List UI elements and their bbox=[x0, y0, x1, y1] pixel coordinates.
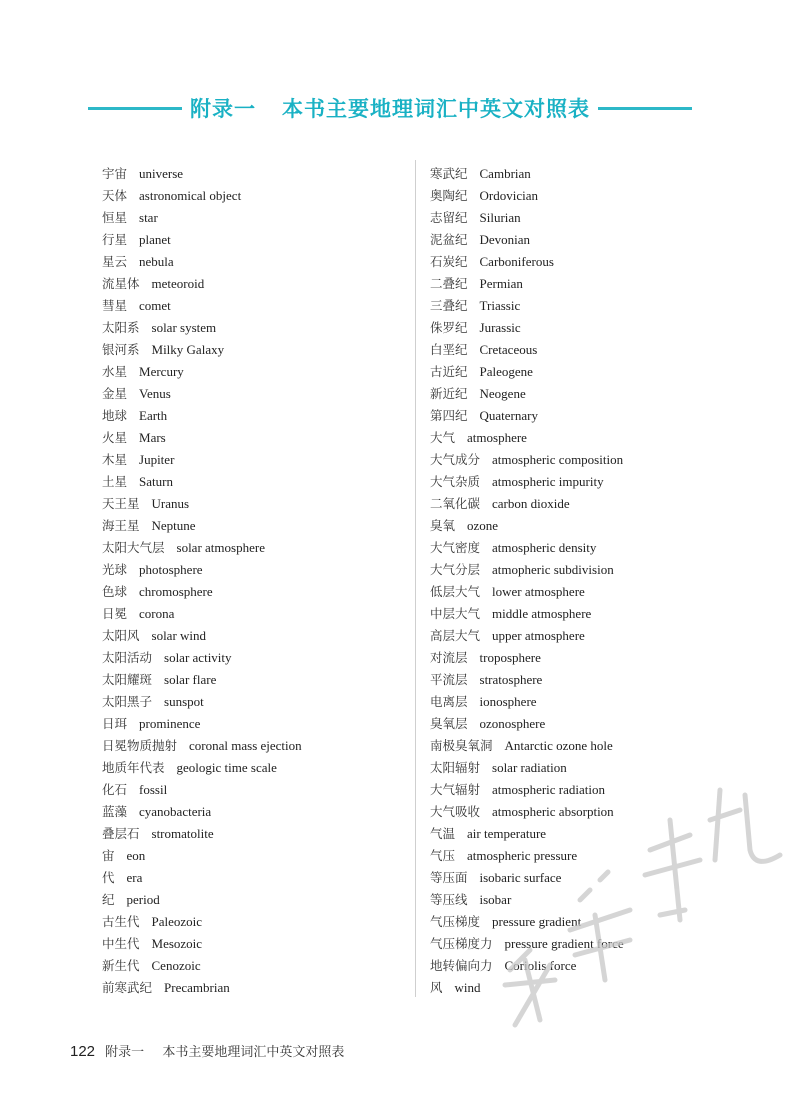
heading-rule-right bbox=[598, 107, 692, 110]
term-chinese: 风 bbox=[430, 980, 443, 995]
glossary-entry bbox=[430, 317, 760, 339]
term-chinese: 气压梯度 bbox=[430, 914, 481, 929]
term-chinese: 三叠纪 bbox=[430, 298, 468, 313]
term-chinese: 大气杂质 bbox=[430, 474, 481, 489]
term-english: atmospheric pressure bbox=[467, 848, 578, 863]
term-chinese: 泥盆纪 bbox=[430, 232, 468, 247]
term-english: air temperature bbox=[467, 826, 547, 841]
glossary-entry bbox=[102, 251, 402, 273]
term-chinese: 气温 bbox=[430, 826, 456, 841]
glossary-entry bbox=[430, 625, 760, 647]
term-chinese: 平流层 bbox=[430, 672, 468, 687]
glossary-entry bbox=[102, 823, 402, 845]
term-english: troposphere bbox=[479, 650, 541, 665]
glossary-entry bbox=[430, 867, 760, 889]
glossary-entry bbox=[102, 801, 402, 823]
term-chinese: 大气 bbox=[430, 430, 456, 445]
glossary-entry bbox=[102, 339, 402, 361]
glossary-entry bbox=[102, 295, 402, 317]
glossary-entry bbox=[430, 273, 760, 295]
term-chinese: 水星 bbox=[102, 364, 128, 379]
term-chinese: 白垩纪 bbox=[430, 342, 468, 357]
term-english: Carboniferous bbox=[479, 254, 554, 269]
term-english: ionosphere bbox=[479, 694, 537, 709]
glossary-entry bbox=[102, 273, 402, 295]
term-chinese: 大气分层 bbox=[430, 562, 481, 577]
glossary-entry bbox=[102, 889, 402, 911]
term-english: isobar bbox=[479, 892, 512, 907]
glossary-entry bbox=[430, 911, 760, 933]
glossary-entry bbox=[430, 735, 760, 757]
glossary-entry bbox=[430, 559, 760, 581]
term-english: Silurian bbox=[479, 210, 521, 225]
term-english: isobaric surface bbox=[479, 870, 562, 885]
term-english: Quaternary bbox=[479, 408, 538, 423]
term-english: corona bbox=[139, 606, 175, 621]
term-chinese: 臭氧 bbox=[430, 518, 456, 533]
glossary-entry bbox=[102, 691, 402, 713]
term-english: planet bbox=[139, 232, 171, 247]
term-english: Jupiter bbox=[139, 452, 175, 467]
term-chinese: 化石 bbox=[102, 782, 128, 797]
term-chinese: 奥陶纪 bbox=[430, 188, 468, 203]
glossary-entry bbox=[430, 801, 760, 823]
term-english: Ordovician bbox=[479, 188, 538, 203]
term-english: Precambrian bbox=[164, 980, 230, 995]
term-english: prominence bbox=[139, 716, 201, 731]
term-english: sunspot bbox=[164, 694, 204, 709]
glossary-entry bbox=[430, 229, 760, 251]
glossary-entry bbox=[102, 647, 402, 669]
glossary-entry bbox=[430, 383, 760, 405]
glossary-entry bbox=[430, 713, 760, 735]
term-chinese: 臭氧层 bbox=[430, 716, 468, 731]
term-english: lower atmosphere bbox=[492, 584, 585, 599]
glossary-entry bbox=[430, 537, 760, 559]
term-chinese: 大气成分 bbox=[430, 452, 481, 467]
page-footer bbox=[70, 1041, 344, 1060]
glossary-entry bbox=[102, 581, 402, 603]
term-english: atmospheric impurity bbox=[492, 474, 604, 489]
term-english: Venus bbox=[139, 386, 171, 401]
term-english: Mercury bbox=[139, 364, 184, 379]
term-english: stromatolite bbox=[151, 826, 214, 841]
glossary-column-left bbox=[102, 163, 402, 999]
glossary-entry bbox=[430, 405, 760, 427]
glossary-entry bbox=[102, 603, 402, 625]
term-english: Jurassic bbox=[479, 320, 521, 335]
term-english: upper atmosphere bbox=[492, 628, 585, 643]
glossary-entry bbox=[430, 669, 760, 691]
glossary-entry bbox=[430, 471, 760, 493]
term-english: Mars bbox=[139, 430, 166, 445]
term-chinese: 银河系 bbox=[102, 342, 140, 357]
term-english: meteoroid bbox=[151, 276, 205, 291]
glossary-entry bbox=[430, 823, 760, 845]
glossary-entry bbox=[430, 581, 760, 603]
term-english: solar activity bbox=[164, 650, 232, 665]
term-english: stratosphere bbox=[479, 672, 543, 687]
term-english: Cretaceous bbox=[479, 342, 538, 357]
term-english: Neogene bbox=[479, 386, 526, 401]
term-chinese: 地质年代表 bbox=[102, 760, 165, 775]
term-chinese: 新生代 bbox=[102, 958, 140, 973]
term-chinese: 天王星 bbox=[102, 496, 140, 511]
term-chinese: 土星 bbox=[102, 474, 128, 489]
term-chinese: 气压梯度力 bbox=[430, 936, 493, 951]
glossary-entry bbox=[102, 229, 402, 251]
term-chinese: 彗星 bbox=[102, 298, 128, 313]
term-chinese: 电离层 bbox=[430, 694, 468, 709]
term-chinese: 志留纪 bbox=[430, 210, 468, 225]
term-english: Mesozoic bbox=[151, 936, 203, 951]
term-english: solar system bbox=[151, 320, 217, 335]
glossary-entry bbox=[430, 449, 760, 471]
glossary-entry bbox=[102, 207, 402, 229]
term-chinese: 高层大气 bbox=[430, 628, 481, 643]
term-chinese: 太阳大气层 bbox=[102, 540, 165, 555]
term-chinese: 宇宙 bbox=[102, 166, 128, 181]
term-chinese: 太阳系 bbox=[102, 320, 140, 335]
glossary-entry bbox=[102, 977, 402, 999]
term-english: atmospheric radiation bbox=[492, 782, 606, 797]
heading-title: 本书主要地理词汇中英文对照表 bbox=[282, 97, 590, 121]
term-chinese: 古生代 bbox=[102, 914, 140, 929]
glossary-entry bbox=[102, 405, 402, 427]
term-chinese: 日冕 bbox=[102, 606, 128, 621]
glossary-entry bbox=[430, 163, 760, 185]
term-chinese: 代 bbox=[102, 870, 115, 885]
term-english: comet bbox=[139, 298, 171, 313]
glossary-entry bbox=[102, 867, 402, 889]
glossary-entry bbox=[430, 493, 760, 515]
term-english: astronomical object bbox=[139, 188, 242, 203]
page-number: 122 bbox=[70, 1043, 96, 1060]
term-english: pressure gradient force bbox=[504, 936, 624, 951]
glossary-entry bbox=[102, 669, 402, 691]
glossary-entry bbox=[102, 713, 402, 735]
term-chinese: 纪 bbox=[102, 892, 115, 907]
glossary-column-right bbox=[430, 163, 760, 999]
term-chinese: 大气吸收 bbox=[430, 804, 481, 819]
term-english: solar radiation bbox=[492, 760, 567, 775]
term-chinese: 星云 bbox=[102, 254, 128, 269]
glossary-entry bbox=[102, 559, 402, 581]
term-chinese: 中生代 bbox=[102, 936, 140, 951]
glossary-entry bbox=[102, 933, 402, 955]
term-chinese: 地球 bbox=[102, 408, 128, 423]
term-chinese: 等压线 bbox=[430, 892, 468, 907]
term-english: period bbox=[126, 892, 160, 907]
term-english: ozonosphere bbox=[479, 716, 546, 731]
glossary-entry bbox=[430, 207, 760, 229]
term-chinese: 对流层 bbox=[430, 650, 468, 665]
glossary-entry bbox=[102, 911, 402, 933]
term-english: Coriolis force bbox=[504, 958, 577, 973]
glossary-entry bbox=[430, 845, 760, 867]
term-english: Neptune bbox=[151, 518, 196, 533]
term-chinese: 二叠纪 bbox=[430, 276, 468, 291]
glossary-entry bbox=[102, 735, 402, 757]
term-english: atmopheric subdivision bbox=[492, 562, 614, 577]
glossary-entry bbox=[102, 383, 402, 405]
term-english: coronal mass ejection bbox=[189, 738, 302, 753]
term-english: Devonian bbox=[479, 232, 531, 247]
term-english: Earth bbox=[139, 408, 168, 423]
term-english: wind bbox=[454, 980, 481, 995]
term-english: Cambrian bbox=[479, 166, 531, 181]
glossary-entry bbox=[102, 427, 402, 449]
glossary-entry bbox=[102, 493, 402, 515]
term-english: universe bbox=[139, 166, 184, 181]
glossary-entry bbox=[430, 185, 760, 207]
glossary-entry bbox=[430, 295, 760, 317]
term-english: nebula bbox=[139, 254, 174, 269]
term-english: cyanobacteria bbox=[139, 804, 212, 819]
term-chinese: 天体 bbox=[102, 188, 128, 203]
term-chinese: 光球 bbox=[102, 562, 128, 577]
heading-label: 附录一 bbox=[190, 97, 256, 121]
glossary-entry bbox=[430, 251, 760, 273]
glossary-entry bbox=[430, 889, 760, 911]
glossary-entry bbox=[102, 625, 402, 647]
term-chinese: 海王星 bbox=[102, 518, 140, 533]
term-english: atmosphere bbox=[467, 430, 527, 445]
term-english: chromosphere bbox=[139, 584, 213, 599]
glossary-entry bbox=[102, 361, 402, 383]
term-english: geologic time scale bbox=[176, 760, 277, 775]
term-english: atmospheric composition bbox=[492, 452, 624, 467]
term-chinese: 太阳黑子 bbox=[102, 694, 153, 709]
glossary-entry bbox=[430, 691, 760, 713]
heading-text bbox=[182, 93, 598, 123]
appendix-heading bbox=[88, 90, 692, 126]
glossary-entry bbox=[102, 955, 402, 977]
term-english: fossil bbox=[139, 782, 168, 797]
glossary-entry bbox=[102, 163, 402, 185]
glossary-entry bbox=[102, 185, 402, 207]
footer-title: 本书主要地理词汇中英文对照表 bbox=[162, 1045, 345, 1060]
term-chinese: 木星 bbox=[102, 452, 128, 467]
term-english: atmospheric density bbox=[492, 540, 597, 555]
glossary-entry bbox=[430, 977, 760, 999]
glossary-entry bbox=[430, 427, 760, 449]
glossary-entry bbox=[430, 515, 760, 537]
glossary-entry bbox=[430, 603, 760, 625]
heading-rule-left bbox=[88, 107, 182, 110]
term-chinese: 宙 bbox=[102, 848, 115, 863]
term-chinese: 日冕物质抛射 bbox=[102, 738, 178, 753]
glossary-entry bbox=[430, 779, 760, 801]
term-english: Uranus bbox=[151, 496, 190, 511]
term-chinese: 地转偏向力 bbox=[430, 958, 493, 973]
glossary-entry bbox=[102, 779, 402, 801]
term-english: eon bbox=[126, 848, 146, 863]
term-chinese: 太阳风 bbox=[102, 628, 140, 643]
term-english: star bbox=[139, 210, 158, 225]
column-divider bbox=[415, 160, 416, 997]
term-english: Triassic bbox=[479, 298, 521, 313]
term-chinese: 南极臭氧洞 bbox=[430, 738, 493, 753]
term-english: Permian bbox=[479, 276, 523, 291]
term-chinese: 大气辐射 bbox=[430, 782, 481, 797]
term-chinese: 石炭纪 bbox=[430, 254, 468, 269]
term-chinese: 二氧化碳 bbox=[430, 496, 481, 511]
term-chinese: 侏罗纪 bbox=[430, 320, 468, 335]
term-chinese: 太阳耀斑 bbox=[102, 672, 153, 687]
term-chinese: 行星 bbox=[102, 232, 128, 247]
term-chinese: 中层大气 bbox=[430, 606, 481, 621]
term-chinese: 日珥 bbox=[102, 716, 128, 731]
term-chinese: 色球 bbox=[102, 584, 128, 599]
term-english: solar atmosphere bbox=[176, 540, 265, 555]
term-english: Cenozoic bbox=[151, 958, 201, 973]
term-english: ozone bbox=[467, 518, 499, 533]
term-chinese: 前寒武纪 bbox=[102, 980, 153, 995]
term-chinese: 寒武纪 bbox=[430, 166, 468, 181]
term-chinese: 太阳活动 bbox=[102, 650, 153, 665]
term-chinese: 恒星 bbox=[102, 210, 128, 225]
term-chinese: 古近纪 bbox=[430, 364, 468, 379]
term-chinese: 等压面 bbox=[430, 870, 468, 885]
footer-label: 附录一 bbox=[105, 1045, 145, 1060]
glossary-entry bbox=[430, 339, 760, 361]
term-chinese: 大气密度 bbox=[430, 540, 481, 555]
glossary-entry bbox=[102, 515, 402, 537]
term-english: Paleozoic bbox=[151, 914, 203, 929]
term-english: Saturn bbox=[139, 474, 173, 489]
glossary-entry bbox=[102, 537, 402, 559]
glossary-entry bbox=[430, 757, 760, 779]
term-chinese: 流星体 bbox=[102, 276, 140, 291]
term-english: era bbox=[126, 870, 143, 885]
term-english: solar flare bbox=[164, 672, 217, 687]
term-english: pressure gradient bbox=[492, 914, 582, 929]
term-chinese: 火星 bbox=[102, 430, 128, 445]
term-chinese: 第四纪 bbox=[430, 408, 468, 423]
glossary-entry bbox=[430, 933, 760, 955]
term-chinese: 叠层石 bbox=[102, 826, 140, 841]
glossary-entry bbox=[102, 845, 402, 867]
term-chinese: 蓝藻 bbox=[102, 804, 128, 819]
glossary-entry bbox=[102, 471, 402, 493]
glossary-entry bbox=[102, 449, 402, 471]
term-chinese: 太阳辐射 bbox=[430, 760, 481, 775]
term-chinese: 金星 bbox=[102, 386, 128, 401]
glossary-entry bbox=[102, 317, 402, 339]
glossary-entry bbox=[430, 647, 760, 669]
term-english: photosphere bbox=[139, 562, 203, 577]
term-english: Paleogene bbox=[479, 364, 533, 379]
term-english: Milky Galaxy bbox=[151, 342, 225, 357]
term-english: carbon dioxide bbox=[492, 496, 570, 511]
term-english: atmospheric absorption bbox=[492, 804, 614, 819]
glossary-entry bbox=[430, 361, 760, 383]
glossary-entry bbox=[102, 757, 402, 779]
glossary-entry bbox=[430, 955, 760, 977]
term-english: middle atmosphere bbox=[492, 606, 592, 621]
term-english: solar wind bbox=[151, 628, 207, 643]
term-chinese: 新近纪 bbox=[430, 386, 468, 401]
term-english: Antarctic ozone hole bbox=[504, 738, 613, 753]
term-chinese: 低层大气 bbox=[430, 584, 481, 599]
term-chinese: 气压 bbox=[430, 848, 456, 863]
